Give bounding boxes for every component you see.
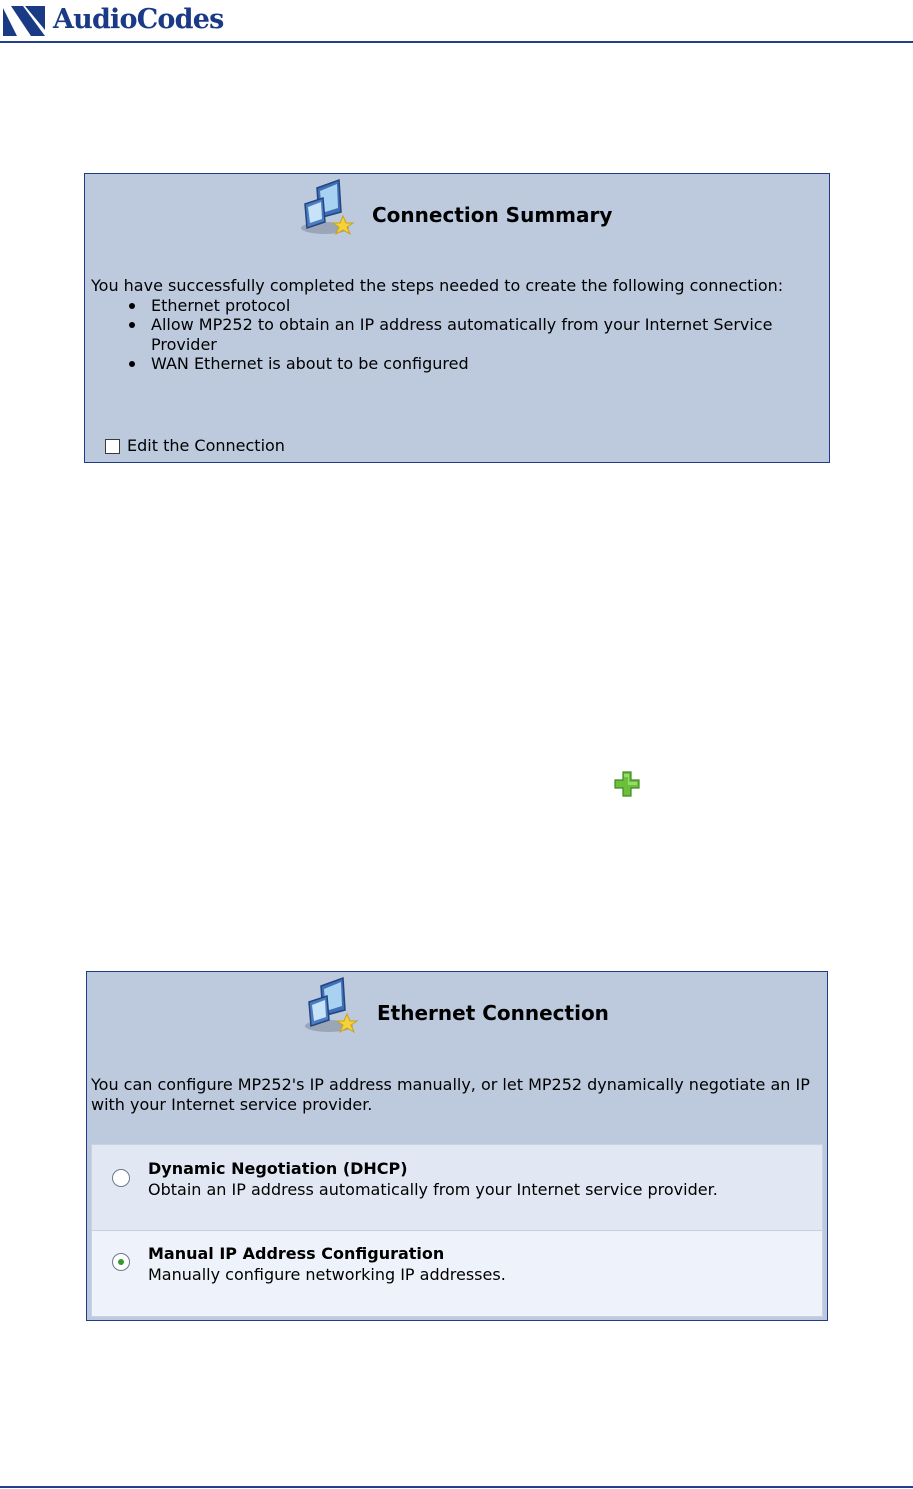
list-item: WAN Ethernet is about to be configured <box>91 354 826 374</box>
list-item: Ethernet protocol <box>91 296 826 316</box>
summary-text <box>91 276 826 374</box>
header-divider <box>0 41 913 43</box>
summary-intro: You have successfully completed the steps needed to create the following connection: <box>91 276 784 295</box>
option-description: Manually configure networking IP addresses. <box>148 1265 506 1284</box>
network-wizard-icon <box>295 178 359 238</box>
edit-connection-checkbox[interactable] <box>105 439 120 454</box>
summary-list <box>91 296 826 374</box>
panel-title: Ethernet Connection <box>377 1001 609 1025</box>
brand-name: AudioCodes <box>53 4 224 35</box>
option-title: Manual IP Address Configuration <box>148 1244 445 1263</box>
option-title: Dynamic Negotiation (DHCP) <box>148 1159 408 1178</box>
network-wizard-icon <box>299 976 363 1036</box>
ethernet-intro: You can configure MP252's IP address manually, or let MP252 dynamically negotiate an IP with your Internet service provider. <box>91 1075 810 1114</box>
panel-title: Connection Summary <box>372 203 613 227</box>
footer-divider <box>0 1486 913 1488</box>
connection-options <box>91 1144 823 1317</box>
list-item: Allow MP252 to obtain an IP address automatically from your Internet Service Provider <box>91 315 826 354</box>
option-manual-ip[interactable] <box>92 1231 822 1316</box>
edit-connection-label[interactable]: Edit the Connection <box>127 436 285 455</box>
audiocodes-logo <box>0 0 230 40</box>
dhcp-radio[interactable] <box>112 1169 130 1187</box>
connection-summary-panel <box>84 173 830 463</box>
manual-ip-radio[interactable] <box>112 1253 130 1271</box>
option-description: Obtain an IP address automatically from your Internet service provider. <box>148 1180 718 1199</box>
plus-icon <box>613 770 641 798</box>
audiocodes-logo-icon <box>1 2 47 38</box>
option-dhcp[interactable] <box>92 1145 822 1231</box>
ethernet-connection-panel <box>86 971 828 1321</box>
